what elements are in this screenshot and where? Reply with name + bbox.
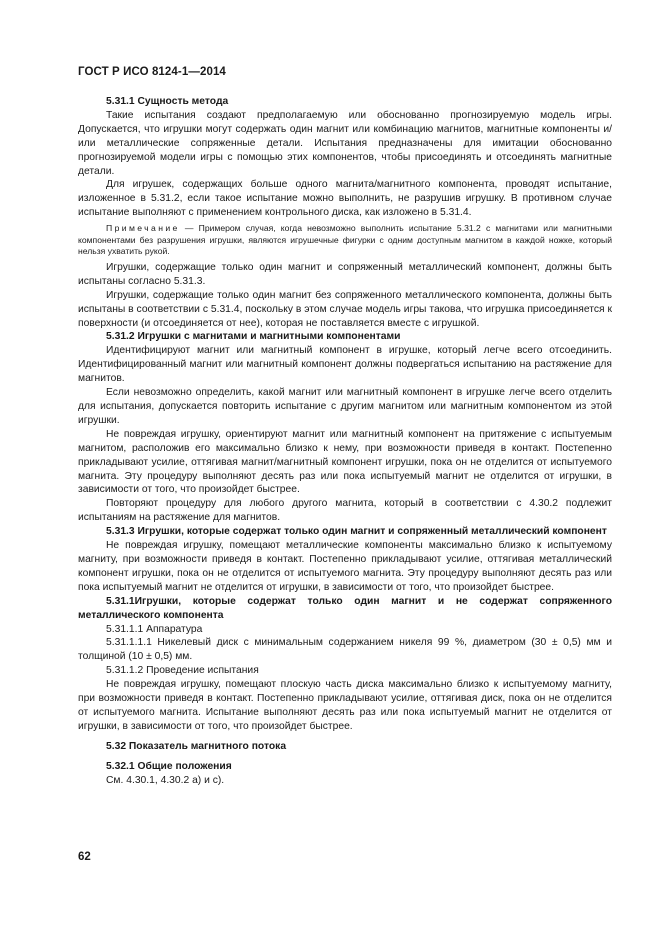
section-heading: 5.32.1 Общие положения [106,760,232,772]
paragraph: Не повреждая игрушку, ориентируют магнит или магнитный компонент на притяжение с испытуемым магнитом, расположив его максимально близко к нему, при возможности приведя в контакт. Постепенно прикладывают усилие, оттягивая магнит/магнитный компонент игрушки, пока он не отделится от испытуемого магнита. Эту процедуру выполняют десять раз или пока испытуемый магнит не отделится от игрушки, в зависимости от того, что произойдет быстрее. [78,428,612,496]
section-heading: 5.31.2 Игрушки с магнитами и магнитными компонентами [106,331,401,343]
section-heading: 5.31.3 Игрушки, которые содержат только один магнит и сопряженный металлический компонент [106,526,607,538]
paragraph: Не повреждая игрушку, помещают металлические компоненты максимально близко к испытуемому магниту, при возможности приведя в контакт. Постепенно прикладывают усилие, оттягивая металлический компонент игрушки, пока он не отделится от испытуемого магнита. Эту процедуру выполняют десять раз или пока испытуемый магнит не отделится от игрушки, в зависимости от того, что произойдет быстрее. [78,540,612,593]
paragraph: Идентифицируют магнит или магнитный компонент в игрушке, который легче всего отсоединить. Идентифицированный магнит или магнитный компонент должны подвергаться испытанию на растяжение для магнитов. [78,345,612,385]
paragraph: См. 4.30.1, 4.30.2 a) и c). [106,774,225,786]
paragraph: Повторяют процедуру для любого другого магнита, который в соответствии с 4.30.2 подлежит испытаниям на растяжение для магнитов. [78,498,612,524]
note-text: — Примером случая, когда невозможно выполнить испытание 5.31.2 с магнитами или магнитными компонентами без разрушения игрушки, являются игрушечные фигурки с одним доступным магнитом в каждой ножке, который нельзя ухватить рукой. [78,223,612,257]
paragraph: Игрушки, содержащие только один магнит и сопряженный металлический компонент, должны быть испытаны согласно 5.31.3. [78,261,612,287]
note [78,223,612,258]
paragraph: 5.31.1.2 Проведение испытания [106,665,259,677]
section-heading: 5.31.1 Сущность метода [106,96,229,107]
page-number: 62 [78,851,91,863]
paragraph: 5.31.1.1 Аппаратура [106,623,203,635]
paragraph: 5.31.1.1.1 Никелевый диск с минимальным содержанием никеля 99 %, диаметром (30 ± 0,5) мм и толщиной (10 ± 0,5) мм. [78,637,612,663]
section-heading: 5.32 Показатель магнитного потока [106,740,287,752]
document-body [78,95,612,787]
paragraph: Игрушки, содержащие только один магнит без сопряженного металлического компонента, должны быть испытаны в соответствии с 5.31.4, поскольку в этом случае модель игры такова, что игрушка присоединяется к поверхности (и отсоединяется от нее), которая не поставляется вместе с игрушкой. [78,289,612,329]
paragraph: Не повреждая игрушку, помещают плоскую часть диска максимально близко к испытуемому магниту, при возможности приведя в контакт. Постепенно прикладывают усилие, оттягивая диск, пока он не отделится от испытуемого магнита. Испытание выполняют десять раз или пока испытуемый магнит не отделится от игрушки, в зависимости от того, что произойдет быстрее. [78,679,612,732]
paragraph: Такие испытания создают предполагаемую или обоснованно прогнозируемую модель игры. Допускается, что игрушки могут содержать один магнит или комбинацию магнитов, магнитные компоненты и/или металлические сопряженные детали. Испытания предназначены для имитации обоснованно прогнозируемой модели игры с помощью этих компонентов, чтобы присоединять и отсоединять магнитные детали. [78,109,612,177]
section-heading: 5.31.1Игрушки, которые содержат только один магнит и не содержат сопряженного металлического компонента [78,595,612,621]
note-label: Примечание [106,223,180,234]
paragraph: Для игрушек, содержащих больше одного магнита/магнитного компонента, проводят испытание, изложенное в 5.31.2, если такое испытание можно выполнить, не разрушив игрушку. В противном случае испытание выполняют с применением контрольного диска, как изложено в 5.31.4. [78,179,612,219]
document-header: ГОСТ Р ИСО 8124-1—2014 [78,66,226,78]
paragraph: Если невозможно определить, какой магнит или магнитный компонент в игрушке легче всего отделить для испытания, допускается повторить испытание с другим магнитом или магнитным компонентом из этой игрушки. [78,387,612,426]
